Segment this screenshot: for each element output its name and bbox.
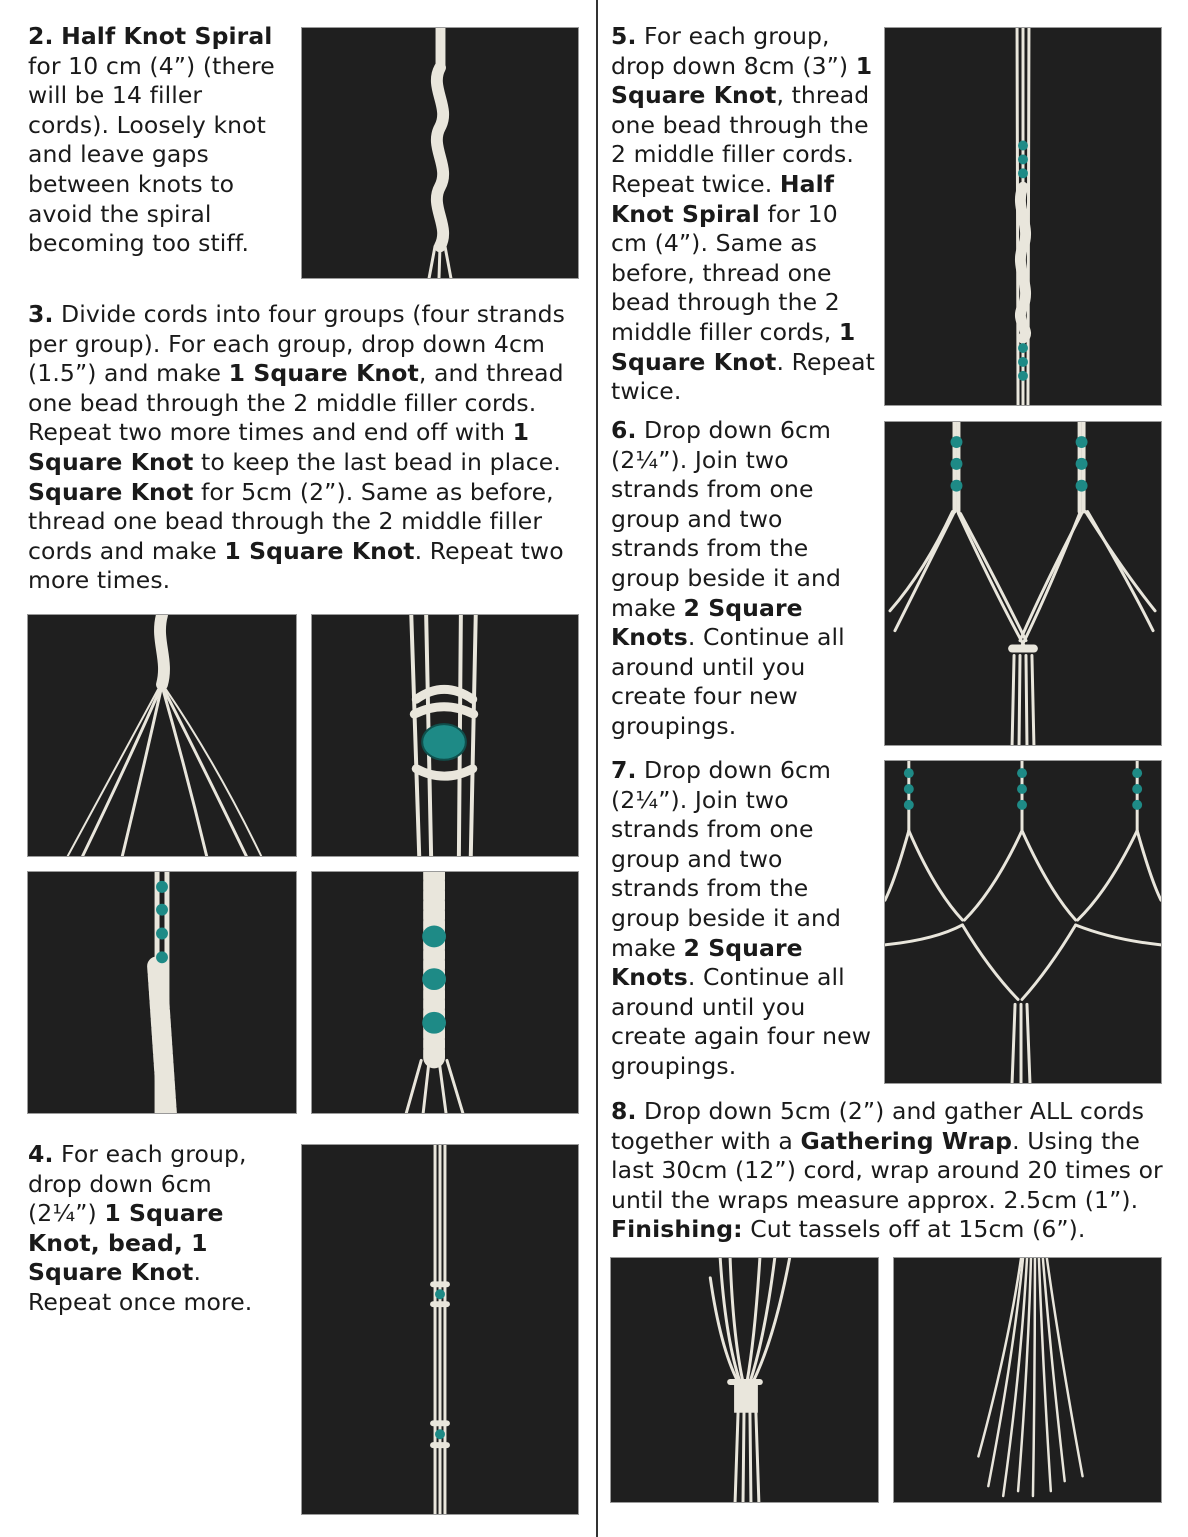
step-8-text: 8. Drop down 5cm (2”) and gather ALL cords together with a Gathering Wrap. Using the last 30cm (12”) cord, wrap around 20 times or until the wraps measure approx. 2.5cm (1”). Finishing: Cut tassels off at 15cm (6”). <box>611 1097 1163 1244</box>
step-7-text: 7. Drop down 6cm (2¼”). Join two strands from one group and two strands from the group beside it and make 2 Square Knots. Continue all around until you create again four new groupings. <box>611 756 872 1080</box>
column-divider <box>596 0 598 1537</box>
step-3-photo-3 <box>27 871 297 1114</box>
step-3-photo-2 <box>311 614 579 857</box>
step-8-photo-2 <box>893 1257 1162 1503</box>
step-4-photo <box>301 1144 579 1515</box>
step-3-text: 3. Divide cords into four groups (four strands per group). For each group, drop down 4cm (1.5”) and make 1 Square Knot, and thread one bead through the 2 middle filler cords. Repeat two more times and end off with 1 Square Knot to keep the last bead in place. Square Knot for 5cm (2”). Same as before, thread one bead through the 2 middle filler cords and make 1 Square Knot. Repeat two more times. <box>28 300 565 595</box>
step-3-photo-1 <box>27 614 297 857</box>
step-5-text: 5. For each group, drop down 8cm (3”) 1 Square Knot, thread one bead through the 2 middle filler cords. Repeat twice. Half Knot Spiral for 10 cm (4”). Same as before, thread one bead through the 2 middle filler cords, 1 Square Knot. Repeat twice. <box>611 22 875 406</box>
step-7-photo <box>884 760 1162 1084</box>
step-2-text: 2. Half Knot Spiral for 10 cm (4”) (there will be 14 filler cords). Loosely knot and leave gaps between knots to avoid the spiral becoming too stiff. <box>28 22 275 258</box>
step-3-photo-4 <box>311 871 579 1114</box>
step-4-text: 4. For each group, drop down 6cm (2¼”) 1 Square Knot, bead, 1 Square Knot. Repeat once more. <box>28 1140 253 1316</box>
step-8-photo-1 <box>610 1257 879 1503</box>
step-6-photo <box>884 421 1162 746</box>
step-6-text: 6. Drop down 6cm (2¼”). Join two strands from one group and two strands from the group beside it and make 2 Square Knots. Continue all around until you create four new groupings. <box>611 416 845 740</box>
step-5-photo <box>884 27 1162 406</box>
step-2-photo <box>301 27 579 279</box>
